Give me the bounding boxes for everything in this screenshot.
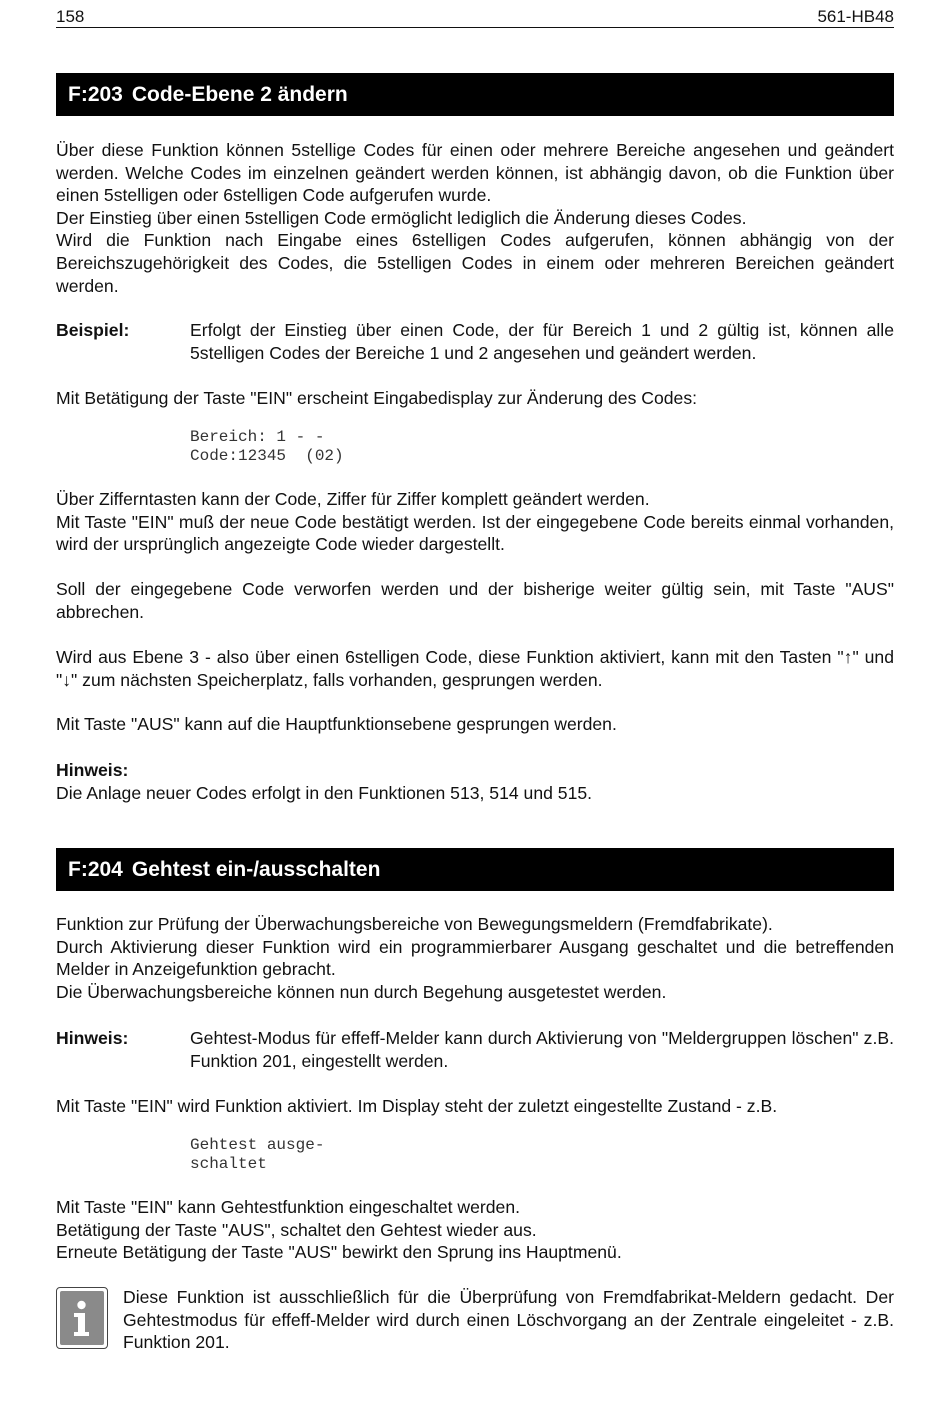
aus-text: Mit Taste "AUS" kann auf die Hauptfunktionsebene gesprungen werden. <box>56 714 617 734</box>
display-line: schaltet <box>190 1154 267 1173</box>
section-number: F:203 <box>68 82 123 106</box>
ein-text: Mit Betätigung der Taste "EIN" erscheint Eingabedisplay zur Änderung des Codes: <box>56 388 698 408</box>
note-text: Gehtest-Modus für effeff-Melder kann durch Aktivierung von "Meldergruppen löschen" z.B. Funktion 201, eingestellt werden. <box>190 1028 894 1071</box>
note-text: Die Anlage neuer Codes erfolgt in den Funktionen 513, 514 und 515. <box>56 782 593 803</box>
page-number: 158 <box>56 7 85 26</box>
ein-instruction <box>56 387 894 410</box>
display-example-2 <box>190 1136 324 1173</box>
note-label: Hinweis: <box>56 1028 129 1048</box>
info-icon <box>56 1287 108 1349</box>
action-line: Mit Taste "EIN" kann Gehtestfunktion eingeschaltet werden. <box>56 1197 520 1217</box>
level3-text: Wird aus Ebene 3 - also über einen 6stelligen Code, diese Funktion aktiviert, kann mit den Tasten "↑" und "↓" zum nächsten Speicherplatz, falls vorhanden, gesprungen werden. <box>56 647 894 690</box>
section-number: F:204 <box>68 857 123 881</box>
action-line: Erneute Betätigung der Taste "AUS" bewirkt den Sprung ins Hauptmenü. <box>56 1242 622 1263</box>
note-block-1 <box>56 759 894 804</box>
page-header <box>56 5 894 28</box>
ein-instruction-2 <box>56 1095 894 1118</box>
example-label: Beispiel: <box>56 320 130 340</box>
actions-block <box>56 1196 894 1264</box>
section2-intro <box>56 913 894 1003</box>
section1-intro <box>56 139 894 297</box>
intro-paragraph: Die Überwachungsbereiche können nun durch Begehung ausgetestet werden. <box>56 981 667 1002</box>
digits-paragraph: Über Zifferntasten kann der Code, Ziffer für Ziffer komplett geändert werden. <box>56 489 650 509</box>
info-text: Diese Funktion ist ausschließlich für die Überprüfung von Fremdfabrikat-Meldern gedacht. Der Gehtestmodus für effeff-Melder wird durch einen Löschvorgang an der Zentrale eingeleitet - z.B. Funktion 201. <box>123 1287 894 1353</box>
intro-paragraph: Über diese Funktion können 5stellige Codes für einen oder mehrere Bereiche angesehen und geändert werden. Welche Codes im einzelnen geändert werden können, ist abhängig davon, ob die Funktion über einen 5stelligen oder 6stelligen Code aufgerufen wurde. <box>56 140 894 206</box>
ein-text: Mit Taste "EIN" wird Funktion aktiviert. Im Display steht der zuletzt eingestellte Zustand - z.B. <box>56 1096 778 1116</box>
intro-paragraph: Durch Aktivierung dieser Funktion wird ein programmierbarer Ausgang geschaltet und die betreffenden Melder in Anzeigefunktion gebracht. <box>56 936 894 980</box>
example-block <box>56 319 894 364</box>
digits-paragraph: Mit Taste "EIN" muß der neue Code bestätigt werden. Ist der eingegebene Code bereits einmal vorhanden, wird der ursprünglich angezeigte Code wieder dargestellt. <box>56 511 894 555</box>
example-text: Erfolgt der Einstieg über einen Code, der für Bereich 1 und 2 gültig ist, können alle 5stelligen Codes der Bereiche 1 und 2 angesehen und geändert werden. <box>190 320 894 363</box>
discard-text: Soll der eingegebene Code verworfen werden und der bisherige weiter gültig sein, mit Taste "AUS" abbrechen. <box>56 579 894 622</box>
section-heading-f203 <box>56 73 894 116</box>
note-block-2 <box>56 1027 894 1072</box>
section-heading-f204 <box>56 848 894 891</box>
display-line: Bereich: 1 - - <box>190 428 325 446</box>
level3-instruction <box>56 646 894 691</box>
display-line: Code:12345 (02) <box>190 446 344 465</box>
display-line: Gehtest ausge- <box>190 1136 325 1154</box>
action-line: Betätigung der Taste "AUS", schaltet den Gehtest wieder aus. <box>56 1219 537 1240</box>
document-id: 561-HB48 <box>817 7 894 26</box>
section-title: Gehtest ein-/ausschalten <box>131 857 381 881</box>
display-example-1 <box>190 428 344 465</box>
intro-paragraph: Der Einstieg über einen 5stelligen Code ermöglicht lediglich die Änderung dieses Codes. <box>56 207 747 228</box>
aus-instruction <box>56 713 894 736</box>
info-note <box>123 1286 894 1354</box>
note-label: Hinweis: <box>56 760 129 780</box>
intro-paragraph: Funktion zur Prüfung der Überwachungsbereiche von Bewegungsmeldern (Fremdfabrikate). <box>56 914 773 934</box>
digits-instruction <box>56 488 894 556</box>
intro-paragraph: Wird die Funktion nach Eingabe eines 6stelligen Codes aufgerufen, können abhängig von der Bereichszugehörigkeit des Codes, die 5stelligen Codes in einem oder mehreren Bereichen geändert werden. <box>56 230 894 296</box>
section-title: Code-Ebene 2 ändern <box>131 82 348 106</box>
discard-instruction <box>56 578 894 623</box>
